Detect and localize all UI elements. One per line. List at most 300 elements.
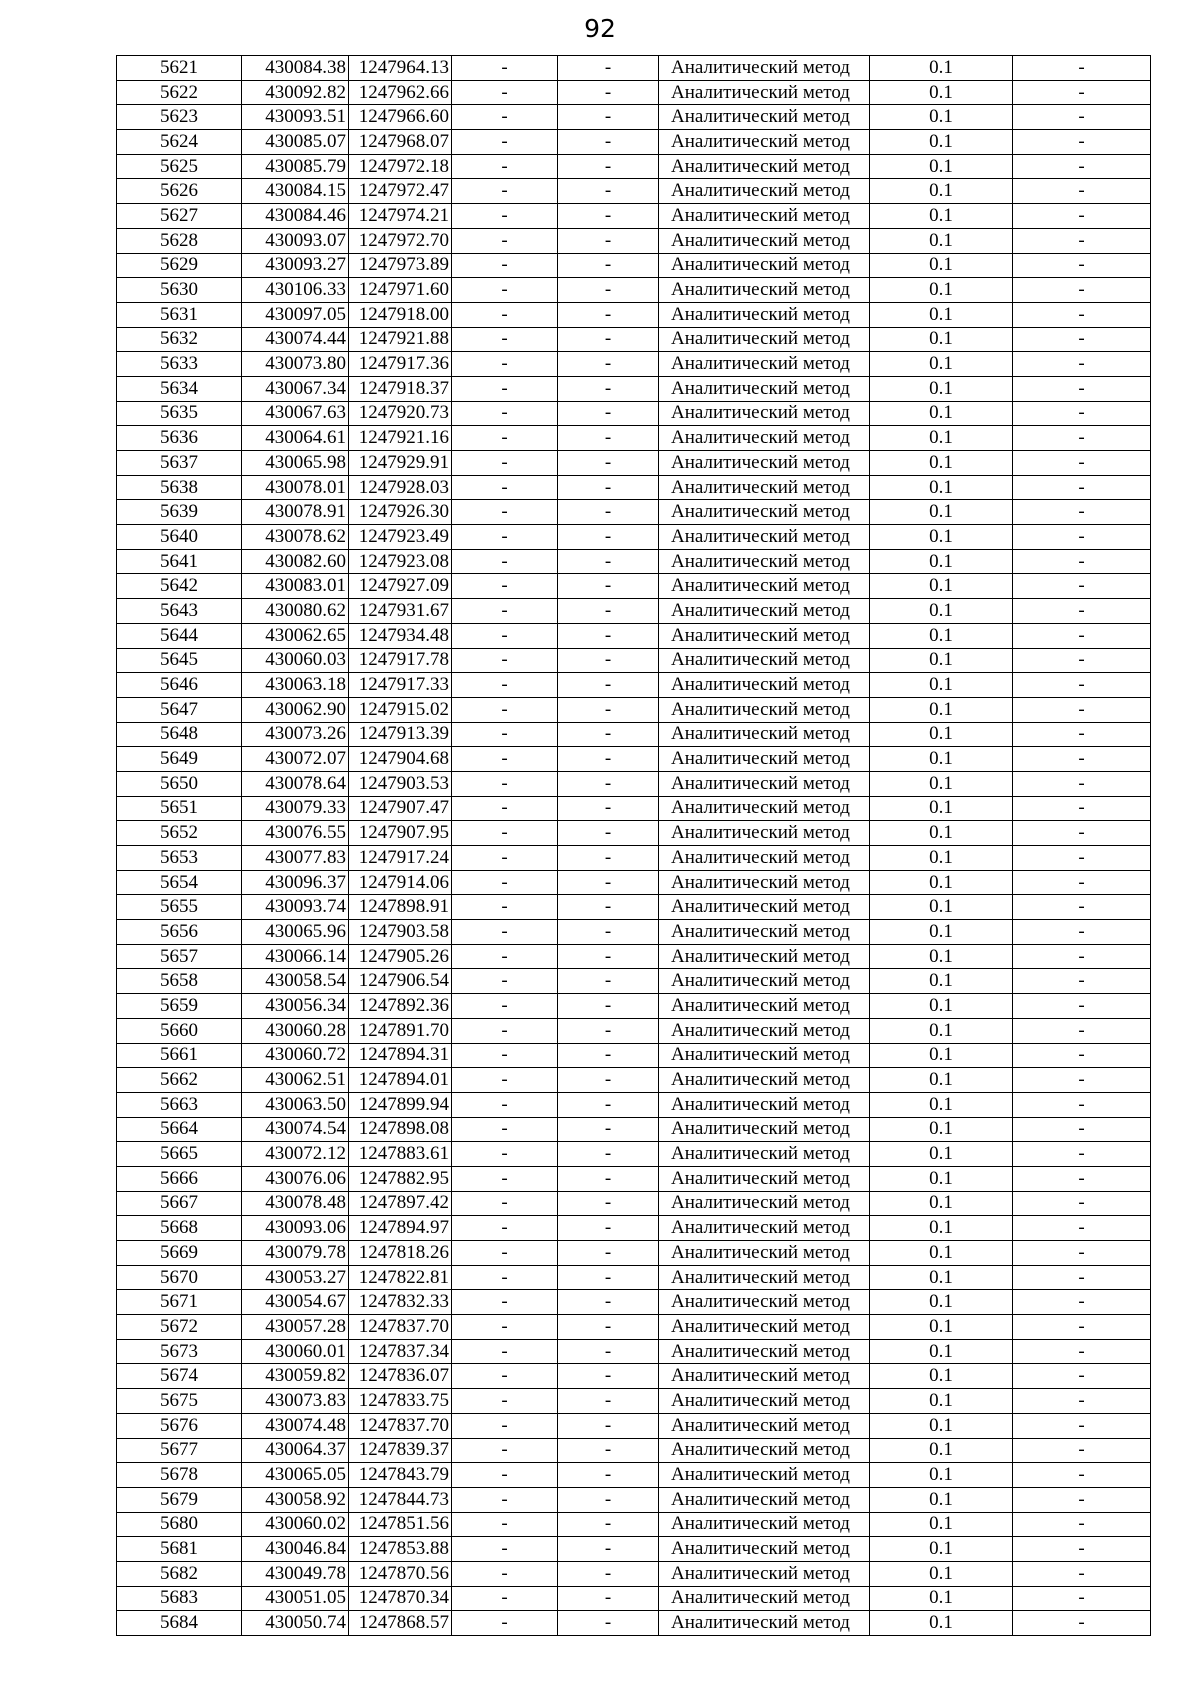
col4-cell: - xyxy=(452,302,558,327)
col4-cell: - xyxy=(452,352,558,377)
col4-cell: - xyxy=(452,1092,558,1117)
table-row xyxy=(117,1265,1151,1290)
col8-cell: - xyxy=(1013,1389,1151,1414)
method-cell: Аналитический метод xyxy=(659,1413,870,1438)
method-cell: Аналитический метод xyxy=(659,80,870,105)
point-number-cell: 5671 xyxy=(117,1290,242,1315)
col4-cell: - xyxy=(452,673,558,698)
x-coordinate-cell: 430062.90 xyxy=(242,697,349,722)
table-row xyxy=(117,747,1151,772)
col5-cell: - xyxy=(558,1241,659,1266)
col4-cell: - xyxy=(452,920,558,945)
x-coordinate-cell: 430084.38 xyxy=(242,56,349,81)
method-cell: Аналитический метод xyxy=(659,796,870,821)
col5-cell: - xyxy=(558,1537,659,1562)
y-coordinate-cell: 1247917.24 xyxy=(349,846,452,871)
method-cell: Аналитический метод xyxy=(659,1561,870,1586)
method-cell: Аналитический метод xyxy=(659,821,870,846)
table-row xyxy=(117,475,1151,500)
point-number-cell: 5624 xyxy=(117,130,242,155)
x-coordinate-cell: 430093.74 xyxy=(242,895,349,920)
accuracy-cell: 0.1 xyxy=(870,1068,1013,1093)
point-number-cell: 5672 xyxy=(117,1315,242,1340)
x-coordinate-cell: 430078.62 xyxy=(242,525,349,550)
col5-cell: - xyxy=(558,1117,659,1142)
method-cell: Аналитический метод xyxy=(659,426,870,451)
table-row xyxy=(117,1364,1151,1389)
y-coordinate-cell: 1247907.47 xyxy=(349,796,452,821)
point-number-cell: 5633 xyxy=(117,352,242,377)
col4-cell: - xyxy=(452,1043,558,1068)
point-number-cell: 5660 xyxy=(117,1018,242,1043)
page-number: 92 xyxy=(584,14,616,43)
point-number-cell: 5657 xyxy=(117,944,242,969)
y-coordinate-cell: 1247851.56 xyxy=(349,1512,452,1537)
y-coordinate-cell: 1247844.73 xyxy=(349,1487,452,1512)
col5-cell: - xyxy=(558,179,659,204)
col4-cell: - xyxy=(452,821,558,846)
col5-cell: - xyxy=(558,1191,659,1216)
col4-cell: - xyxy=(452,376,558,401)
col4-cell: - xyxy=(452,549,558,574)
table-row xyxy=(117,1389,1151,1414)
table-row xyxy=(117,846,1151,871)
col4-cell: - xyxy=(452,1438,558,1463)
col5-cell: - xyxy=(558,599,659,624)
col8-cell: - xyxy=(1013,352,1151,377)
method-cell: Аналитический метод xyxy=(659,451,870,476)
method-cell: Аналитический метод xyxy=(659,1018,870,1043)
col8-cell: - xyxy=(1013,1216,1151,1241)
col8-cell: - xyxy=(1013,1339,1151,1364)
y-coordinate-cell: 1247837.70 xyxy=(349,1413,452,1438)
col5-cell: - xyxy=(558,1389,659,1414)
x-coordinate-cell: 430076.06 xyxy=(242,1166,349,1191)
method-cell: Аналитический метод xyxy=(659,302,870,327)
y-coordinate-cell: 1247921.88 xyxy=(349,327,452,352)
accuracy-cell: 0.1 xyxy=(870,130,1013,155)
method-cell: Аналитический метод xyxy=(659,1068,870,1093)
x-coordinate-cell: 430063.18 xyxy=(242,673,349,698)
method-cell: Аналитический метод xyxy=(659,401,870,426)
accuracy-cell: 0.1 xyxy=(870,944,1013,969)
accuracy-cell: 0.1 xyxy=(870,1241,1013,1266)
y-coordinate-cell: 1247962.66 xyxy=(349,80,452,105)
point-number-cell: 5640 xyxy=(117,525,242,550)
y-coordinate-cell: 1247971.60 xyxy=(349,278,452,303)
y-coordinate-cell: 1247837.70 xyxy=(349,1315,452,1340)
col4-cell: - xyxy=(452,870,558,895)
point-number-cell: 5636 xyxy=(117,426,242,451)
method-cell: Аналитический метод xyxy=(659,1043,870,1068)
col5-cell: - xyxy=(558,1068,659,1093)
col8-cell: - xyxy=(1013,549,1151,574)
method-cell: Аналитический метод xyxy=(659,574,870,599)
x-coordinate-cell: 430051.05 xyxy=(242,1586,349,1611)
table-row xyxy=(117,673,1151,698)
point-number-cell: 5628 xyxy=(117,228,242,253)
table-row xyxy=(117,920,1151,945)
point-number-cell: 5677 xyxy=(117,1438,242,1463)
accuracy-cell: 0.1 xyxy=(870,105,1013,130)
table-row xyxy=(117,870,1151,895)
col8-cell: - xyxy=(1013,1413,1151,1438)
accuracy-cell: 0.1 xyxy=(870,1142,1013,1167)
col4-cell: - xyxy=(452,969,558,994)
col5-cell: - xyxy=(558,1413,659,1438)
point-number-cell: 5638 xyxy=(117,475,242,500)
table-row xyxy=(117,451,1151,476)
method-cell: Аналитический метод xyxy=(659,1537,870,1562)
accuracy-cell: 0.1 xyxy=(870,1166,1013,1191)
x-coordinate-cell: 430074.54 xyxy=(242,1117,349,1142)
col4-cell: - xyxy=(452,1413,558,1438)
col5-cell: - xyxy=(558,747,659,772)
table-row xyxy=(117,426,1151,451)
col4-cell: - xyxy=(452,278,558,303)
method-cell: Аналитический метод xyxy=(659,278,870,303)
accuracy-cell: 0.1 xyxy=(870,204,1013,229)
table-row xyxy=(117,228,1151,253)
accuracy-cell: 0.1 xyxy=(870,1290,1013,1315)
table-row xyxy=(117,648,1151,673)
col4-cell: - xyxy=(452,697,558,722)
point-number-cell: 5679 xyxy=(117,1487,242,1512)
col8-cell: - xyxy=(1013,1438,1151,1463)
y-coordinate-cell: 1247972.18 xyxy=(349,154,452,179)
col5-cell: - xyxy=(558,821,659,846)
col5-cell: - xyxy=(558,846,659,871)
y-coordinate-cell: 1247964.13 xyxy=(349,56,452,81)
col4-cell: - xyxy=(452,1586,558,1611)
col8-cell: - xyxy=(1013,648,1151,673)
col5-cell: - xyxy=(558,1290,659,1315)
accuracy-cell: 0.1 xyxy=(870,821,1013,846)
y-coordinate-cell: 1247894.31 xyxy=(349,1043,452,1068)
point-number-cell: 5650 xyxy=(117,771,242,796)
table-row xyxy=(117,722,1151,747)
point-number-cell: 5647 xyxy=(117,697,242,722)
accuracy-cell: 0.1 xyxy=(870,426,1013,451)
col5-cell: - xyxy=(558,994,659,1019)
accuracy-cell: 0.1 xyxy=(870,1438,1013,1463)
col8-cell: - xyxy=(1013,475,1151,500)
y-coordinate-cell: 1247837.34 xyxy=(349,1339,452,1364)
method-cell: Аналитический метод xyxy=(659,105,870,130)
col4-cell: - xyxy=(452,1241,558,1266)
y-coordinate-cell: 1247818.26 xyxy=(349,1241,452,1266)
col5-cell: - xyxy=(558,253,659,278)
table-row xyxy=(117,1142,1151,1167)
col5-cell: - xyxy=(558,1586,659,1611)
accuracy-cell: 0.1 xyxy=(870,1018,1013,1043)
method-cell: Аналитический метод xyxy=(659,623,870,648)
col5-cell: - xyxy=(558,944,659,969)
point-number-cell: 5654 xyxy=(117,870,242,895)
accuracy-cell: 0.1 xyxy=(870,1216,1013,1241)
method-cell: Аналитический метод xyxy=(659,376,870,401)
col5-cell: - xyxy=(558,673,659,698)
point-number-cell: 5682 xyxy=(117,1561,242,1586)
col8-cell: - xyxy=(1013,821,1151,846)
x-coordinate-cell: 430078.48 xyxy=(242,1191,349,1216)
col5-cell: - xyxy=(558,204,659,229)
x-coordinate-cell: 430046.84 xyxy=(242,1537,349,1562)
method-cell: Аналитический метод xyxy=(659,549,870,574)
point-number-cell: 5646 xyxy=(117,673,242,698)
y-coordinate-cell: 1247918.00 xyxy=(349,302,452,327)
accuracy-cell: 0.1 xyxy=(870,1389,1013,1414)
accuracy-cell: 0.1 xyxy=(870,1043,1013,1068)
accuracy-cell: 0.1 xyxy=(870,1487,1013,1512)
col8-cell: - xyxy=(1013,1265,1151,1290)
method-cell: Аналитический метод xyxy=(659,1611,870,1636)
col8-cell: - xyxy=(1013,278,1151,303)
x-coordinate-cell: 430056.34 xyxy=(242,994,349,1019)
y-coordinate-cell: 1247968.07 xyxy=(349,130,452,155)
y-coordinate-cell: 1247843.79 xyxy=(349,1463,452,1488)
col4-cell: - xyxy=(452,179,558,204)
method-cell: Аналитический метод xyxy=(659,1241,870,1266)
x-coordinate-cell: 430083.01 xyxy=(242,574,349,599)
col8-cell: - xyxy=(1013,376,1151,401)
point-number-cell: 5661 xyxy=(117,1043,242,1068)
point-number-cell: 5656 xyxy=(117,920,242,945)
y-coordinate-cell: 1247903.58 xyxy=(349,920,452,945)
table-row xyxy=(117,697,1151,722)
y-coordinate-cell: 1247928.03 xyxy=(349,475,452,500)
x-coordinate-cell: 430093.06 xyxy=(242,1216,349,1241)
accuracy-cell: 0.1 xyxy=(870,154,1013,179)
col4-cell: - xyxy=(452,895,558,920)
point-number-cell: 5684 xyxy=(117,1611,242,1636)
x-coordinate-cell: 430074.48 xyxy=(242,1413,349,1438)
table-row xyxy=(117,1339,1151,1364)
y-coordinate-cell: 1247870.34 xyxy=(349,1586,452,1611)
x-coordinate-cell: 430074.44 xyxy=(242,327,349,352)
method-cell: Аналитический метод xyxy=(659,352,870,377)
accuracy-cell: 0.1 xyxy=(870,1092,1013,1117)
col4-cell: - xyxy=(452,154,558,179)
x-coordinate-cell: 430064.37 xyxy=(242,1438,349,1463)
accuracy-cell: 0.1 xyxy=(870,994,1013,1019)
accuracy-cell: 0.1 xyxy=(870,697,1013,722)
method-cell: Аналитический метод xyxy=(659,1117,870,1142)
table-body xyxy=(117,56,1151,1636)
table-row xyxy=(117,1561,1151,1586)
col8-cell: - xyxy=(1013,920,1151,945)
method-cell: Аналитический метод xyxy=(659,944,870,969)
method-cell: Аналитический метод xyxy=(659,1191,870,1216)
col5-cell: - xyxy=(558,327,659,352)
table-row xyxy=(117,56,1151,81)
method-cell: Аналитический метод xyxy=(659,327,870,352)
point-number-cell: 5683 xyxy=(117,1586,242,1611)
table-row xyxy=(117,1092,1151,1117)
col8-cell: - xyxy=(1013,302,1151,327)
y-coordinate-cell: 1247972.47 xyxy=(349,179,452,204)
table-row xyxy=(117,944,1151,969)
col4-cell: - xyxy=(452,327,558,352)
table-row xyxy=(117,179,1151,204)
col5-cell: - xyxy=(558,1216,659,1241)
col5-cell: - xyxy=(558,1561,659,1586)
method-cell: Аналитический метод xyxy=(659,1586,870,1611)
accuracy-cell: 0.1 xyxy=(870,525,1013,550)
x-coordinate-cell: 430076.55 xyxy=(242,821,349,846)
method-cell: Аналитический метод xyxy=(659,475,870,500)
table-row xyxy=(117,327,1151,352)
accuracy-cell: 0.1 xyxy=(870,1586,1013,1611)
x-coordinate-cell: 430082.60 xyxy=(242,549,349,574)
col8-cell: - xyxy=(1013,969,1151,994)
point-number-cell: 5639 xyxy=(117,500,242,525)
method-cell: Аналитический метод xyxy=(659,969,870,994)
x-coordinate-cell: 430073.26 xyxy=(242,722,349,747)
point-number-cell: 5632 xyxy=(117,327,242,352)
col8-cell: - xyxy=(1013,846,1151,871)
col4-cell: - xyxy=(452,56,558,81)
point-number-cell: 5665 xyxy=(117,1142,242,1167)
col8-cell: - xyxy=(1013,1043,1151,1068)
table-row xyxy=(117,1611,1151,1636)
col5-cell: - xyxy=(558,549,659,574)
table-row xyxy=(117,105,1151,130)
method-cell: Аналитический метод xyxy=(659,1487,870,1512)
x-coordinate-cell: 430060.01 xyxy=(242,1339,349,1364)
y-coordinate-cell: 1247917.78 xyxy=(349,648,452,673)
table-row xyxy=(117,401,1151,426)
col8-cell: - xyxy=(1013,1290,1151,1315)
col5-cell: - xyxy=(558,1265,659,1290)
method-cell: Аналитический метод xyxy=(659,920,870,945)
col5-cell: - xyxy=(558,500,659,525)
accuracy-cell: 0.1 xyxy=(870,500,1013,525)
x-coordinate-cell: 430072.07 xyxy=(242,747,349,772)
accuracy-cell: 0.1 xyxy=(870,895,1013,920)
point-number-cell: 5629 xyxy=(117,253,242,278)
table-row xyxy=(117,1290,1151,1315)
x-coordinate-cell: 430106.33 xyxy=(242,278,349,303)
method-cell: Аналитический метод xyxy=(659,648,870,673)
table-row xyxy=(117,1586,1151,1611)
table-row xyxy=(117,1315,1151,1340)
table-row xyxy=(117,253,1151,278)
table-row xyxy=(117,204,1151,229)
y-coordinate-cell: 1247905.26 xyxy=(349,944,452,969)
accuracy-cell: 0.1 xyxy=(870,1117,1013,1142)
point-number-cell: 5664 xyxy=(117,1117,242,1142)
y-coordinate-cell: 1247894.01 xyxy=(349,1068,452,1093)
col4-cell: - xyxy=(452,204,558,229)
x-coordinate-cell: 430058.92 xyxy=(242,1487,349,1512)
col5-cell: - xyxy=(558,1018,659,1043)
x-coordinate-cell: 430073.80 xyxy=(242,352,349,377)
col8-cell: - xyxy=(1013,870,1151,895)
x-coordinate-cell: 430058.54 xyxy=(242,969,349,994)
accuracy-cell: 0.1 xyxy=(870,771,1013,796)
col8-cell: - xyxy=(1013,426,1151,451)
point-number-cell: 5644 xyxy=(117,623,242,648)
x-coordinate-cell: 430053.27 xyxy=(242,1265,349,1290)
col5-cell: - xyxy=(558,130,659,155)
point-number-cell: 5666 xyxy=(117,1166,242,1191)
table-row xyxy=(117,500,1151,525)
method-cell: Аналитический метод xyxy=(659,1364,870,1389)
y-coordinate-cell: 1247927.09 xyxy=(349,574,452,599)
point-number-cell: 5627 xyxy=(117,204,242,229)
x-coordinate-cell: 430079.33 xyxy=(242,796,349,821)
table-row xyxy=(117,376,1151,401)
x-coordinate-cell: 430060.72 xyxy=(242,1043,349,1068)
point-number-cell: 5662 xyxy=(117,1068,242,1093)
y-coordinate-cell: 1247972.70 xyxy=(349,228,452,253)
y-coordinate-cell: 1247918.37 xyxy=(349,376,452,401)
accuracy-cell: 0.1 xyxy=(870,1611,1013,1636)
col8-cell: - xyxy=(1013,1166,1151,1191)
method-cell: Аналитический метод xyxy=(659,1142,870,1167)
x-coordinate-cell: 430079.78 xyxy=(242,1241,349,1266)
point-number-cell: 5675 xyxy=(117,1389,242,1414)
x-coordinate-cell: 430067.34 xyxy=(242,376,349,401)
y-coordinate-cell: 1247898.08 xyxy=(349,1117,452,1142)
col4-cell: - xyxy=(452,1290,558,1315)
col4-cell: - xyxy=(452,574,558,599)
y-coordinate-cell: 1247906.54 xyxy=(349,969,452,994)
col5-cell: - xyxy=(558,1512,659,1537)
col8-cell: - xyxy=(1013,1561,1151,1586)
col5-cell: - xyxy=(558,352,659,377)
col8-cell: - xyxy=(1013,1117,1151,1142)
col4-cell: - xyxy=(452,994,558,1019)
col5-cell: - xyxy=(558,525,659,550)
point-number-cell: 5681 xyxy=(117,1537,242,1562)
col8-cell: - xyxy=(1013,401,1151,426)
x-coordinate-cell: 430092.82 xyxy=(242,80,349,105)
col4-cell: - xyxy=(452,1068,558,1093)
col8-cell: - xyxy=(1013,1241,1151,1266)
col8-cell: - xyxy=(1013,451,1151,476)
x-coordinate-cell: 430080.62 xyxy=(242,599,349,624)
col5-cell: - xyxy=(558,302,659,327)
table-row xyxy=(117,1537,1151,1562)
point-number-cell: 5674 xyxy=(117,1364,242,1389)
y-coordinate-cell: 1247915.02 xyxy=(349,697,452,722)
method-cell: Аналитический метод xyxy=(659,722,870,747)
col4-cell: - xyxy=(452,1265,558,1290)
col4-cell: - xyxy=(452,1611,558,1636)
point-number-cell: 5673 xyxy=(117,1339,242,1364)
table-row xyxy=(117,895,1151,920)
point-number-cell: 5645 xyxy=(117,648,242,673)
col8-cell: - xyxy=(1013,1463,1151,1488)
y-coordinate-cell: 1247929.91 xyxy=(349,451,452,476)
point-number-cell: 5648 xyxy=(117,722,242,747)
col4-cell: - xyxy=(452,796,558,821)
point-number-cell: 5631 xyxy=(117,302,242,327)
point-number-cell: 5658 xyxy=(117,969,242,994)
col8-cell: - xyxy=(1013,80,1151,105)
x-coordinate-cell: 430097.05 xyxy=(242,302,349,327)
point-number-cell: 5651 xyxy=(117,796,242,821)
accuracy-cell: 0.1 xyxy=(870,599,1013,624)
x-coordinate-cell: 430078.91 xyxy=(242,500,349,525)
col4-cell: - xyxy=(452,944,558,969)
accuracy-cell: 0.1 xyxy=(870,451,1013,476)
col5-cell: - xyxy=(558,1166,659,1191)
table-row xyxy=(117,994,1151,1019)
method-cell: Аналитический метод xyxy=(659,525,870,550)
